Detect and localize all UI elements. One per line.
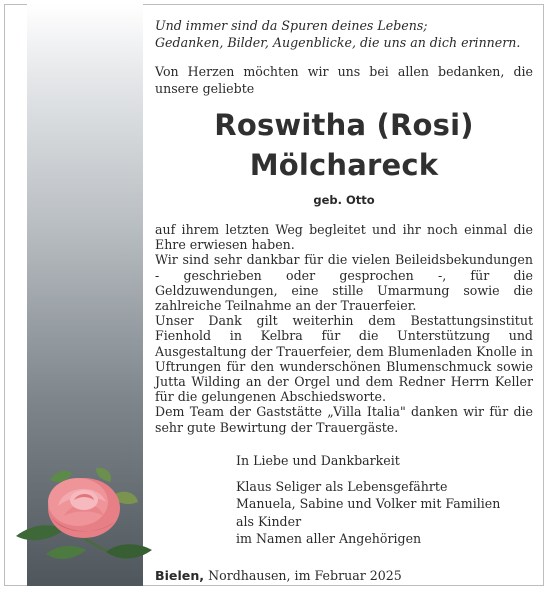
signer-line: als Kinder bbox=[236, 513, 302, 529]
regards-line: In Liebe und Dankbarkeit bbox=[236, 453, 400, 468]
intro-text: Von Herzen möchten wir uns bei allen bedanken, die unsere geliebte bbox=[155, 64, 533, 96]
body-paragraph: Dem Team der Gaststätte „Villa Italia" danken wir für die sehr gute Bewirtung der Trauergäste. bbox=[155, 404, 533, 435]
place-date bbox=[155, 567, 402, 584]
motto bbox=[155, 17, 533, 51]
body-paragraph: Unser Dank gilt weiterhin dem Bestattungsinstitut Fienhold in Kelbra für die Unterstützung und Ausgestaltung der Trauerfeier, dem Blumenladen Knolle in Uftrungen für den wunderschönen Blumenschmuck sowie Jutta Wilding an der Orgel und dem Redner Herrn Keller für die gelungenen Abschiedsworte. bbox=[155, 313, 533, 405]
place-town: Bielen, bbox=[155, 568, 205, 583]
body-paragraph: Wir sind sehr dankbar für die vielen Beileidsbekundungen - geschrieben oder gesprochen -, für die Geldzuwendungen, eine stille Umarmung sowie die zahlreiche Teilnahme an der Trauerfeier. bbox=[155, 252, 533, 314]
body-paragraph: auf ihrem letzten Weg begleitet und ihr noch einmal die Ehre erwiesen haben. bbox=[155, 222, 533, 253]
deceased-last-name: Mölchareck bbox=[249, 148, 439, 182]
motto-line: Und immer sind da Spuren deines Lebens; bbox=[155, 18, 428, 33]
maiden-name: geb. Otto bbox=[313, 193, 375, 207]
motto-line: Gedanken, Bilder, Augenblicke, die uns an dich erinnern. bbox=[155, 35, 521, 50]
rose-icon bbox=[6, 466, 158, 566]
signer-line: Manuela, Sabine und Volker mit Familien bbox=[236, 496, 501, 512]
deceased-first-name: Roswitha (Rosi) bbox=[214, 108, 474, 142]
signers-block bbox=[236, 478, 536, 548]
place-date-rest: Nordhausen, im Februar 2025 bbox=[208, 568, 402, 583]
thanks-body bbox=[155, 222, 533, 435]
signer-line: im Namen aller Angehörigen bbox=[236, 531, 422, 547]
signer-line: Klaus Seliger als Lebensgefährte bbox=[236, 479, 448, 494]
